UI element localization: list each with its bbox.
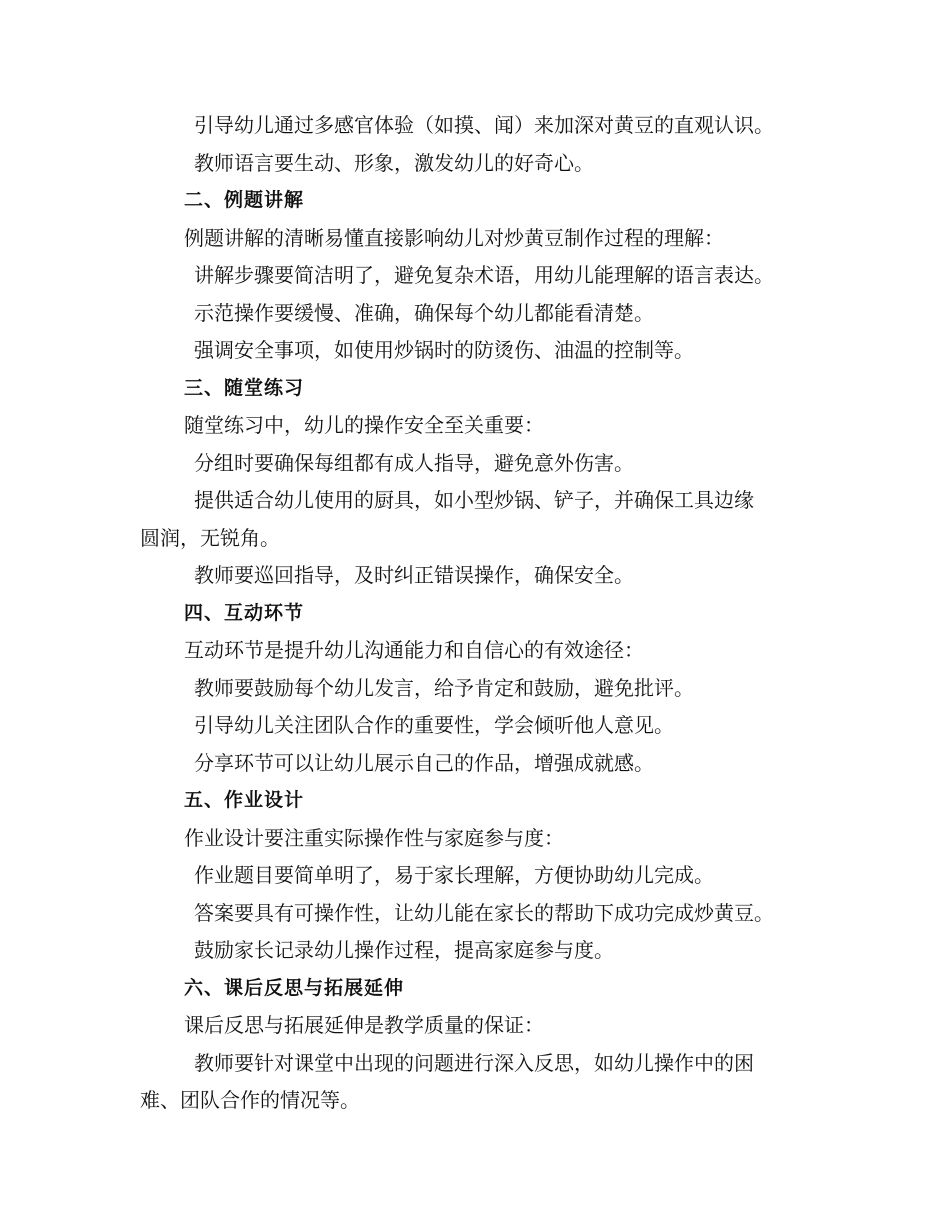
section-intro: 互动环节是提升幼儿沟通能力和自信心的有效途径： [184,638,644,662]
bullet-line: 教师语言要生动、形象，激发幼儿的好奇心。 [194,150,594,175]
document-page [140,107,830,1120]
bullet-line: 强调安全事项，如使用炒锅时的防烫伤、油温的控制等。 [194,338,694,362]
bullet-continuation: 难、团队合作的情况等。 [140,1088,360,1112]
bullet-line: 引导幼儿关注团队合作的重要性，学会倾听他人意见。 [194,713,674,737]
bullet-line: 分享环节可以让幼儿展示自己的作品，增强成就感。 [194,750,654,775]
bullet-line: 示范操作要缓慢、准确，确保每个幼儿都能看清楚。 [194,300,654,325]
bullet-line: 讲解步骤要简洁明了，避免复杂术语，用幼儿能理解的语言表达。 [194,263,774,287]
bullet-line: 分组时要确保每组都有成人指导，避免意外伤害。 [194,450,634,475]
section-heading: 二、例题讲解 [184,189,305,211]
section-intro: 随堂练习中，幼儿的操作安全至关重要： [184,413,544,437]
section-heading: 六、课后反思与拓展延伸 [184,976,405,999]
section-heading: 四、互动环节 [184,601,305,624]
bullet-continuation: 圆润，无锐角。 [140,525,280,550]
section-intro: 课后反思与拓展延伸是教学质量的保证： [184,1013,544,1037]
bullet-line: 引导幼儿通过多感官体验（如摸、闻）来加深对黄豆的直观认识。 [194,113,774,137]
bullet-line: 教师要针对课堂中出现的问题进行深入反思，如幼儿操作中的困 [194,1050,754,1075]
bullet-line: 答案要具有可操作性，让幼儿能在家长的帮助下成功完成炒黄豆。 [194,900,774,925]
bullet-line: 作业题目要简单明了，易于家长理解，方便协助幼儿完成。 [194,863,714,887]
bullet-line: 教师要鼓励每个幼儿发言，给予肯定和鼓励，避免批评。 [194,675,694,700]
bullet-line: 提供适合幼儿使用的厨具，如小型炒锅、铲子，并确保工具边缘 [194,488,754,512]
bullet-line: 鼓励家长记录幼儿操作过程，提高家庭参与度。 [194,938,614,962]
section-heading: 三、随堂练习 [184,376,305,399]
section-intro: 作业设计要注重实际操作性与家庭参与度： [184,825,564,850]
section-intro: 例题讲解的清晰易懂直接影响幼儿对炒黄豆制作过程的理解： [184,225,724,250]
bullet-line: 教师要巡回指导，及时纠正错误操作，确保安全。 [194,563,634,587]
section-heading: 五、作业设计 [184,789,305,811]
